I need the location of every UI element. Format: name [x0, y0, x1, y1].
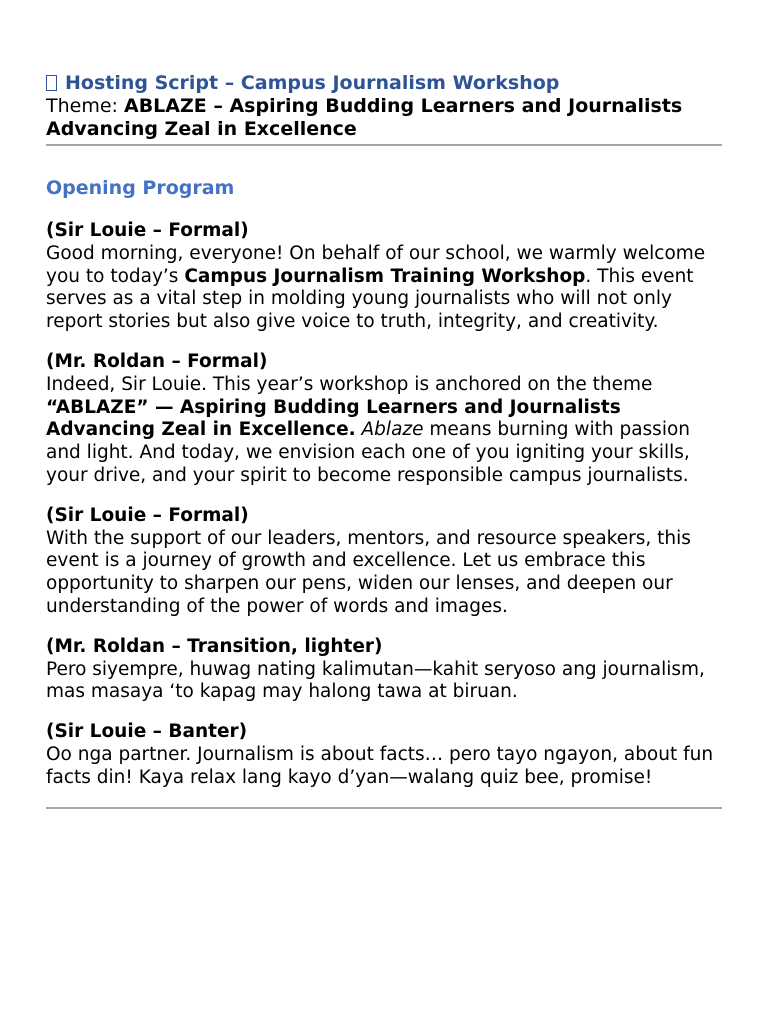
theme-line [46, 95, 722, 141]
paragraph-text: Good morning, everyone! On behalf of our school, we warmly welcome you to today’s [46, 242, 706, 287]
speaker-label: (Mr. Roldan – Formal) [46, 350, 268, 372]
speaker-label: (Sir Louie – Banter) [46, 721, 248, 743]
speaker-label: (Mr. Roldan – Transition, lighter) [46, 635, 383, 657]
script-block-4 [46, 636, 722, 704]
speaker-label: (Sir Louie – Formal) [46, 220, 249, 241]
document-title-text: Hosting Script – Campus Journalism Workshop [65, 72, 560, 94]
paragraph-text: means burning with passion and light. And today, we envision each one of you igniting your skills, your drive, and your spirit to become responsible campus journalists. [46, 419, 690, 486]
paragraph-bold-text: Campus Journalism Training Workshop [184, 265, 586, 287]
footer-divider [46, 807, 722, 809]
script-block-1 [46, 220, 722, 334]
script-paragraph [46, 374, 722, 488]
theme-name: ABLAZE – Aspiring Budding Learners and Journalists Advancing Zeal in Excellence [46, 95, 683, 140]
script-paragraph: With the support of our leaders, mentors, and resource speakers, this event is a journey of growth and excellence. Let us embrace this opportunity to sharpen our pens, widen our lenses, and deepen our understanding of the power of words and images. [46, 527, 691, 617]
script-paragraph: Oo nga partner. Journalism is about facts… pero tayo ngayon, about fun facts din! Kaya relax lang kayo d’yan—walang quiz bee, promise! [46, 743, 714, 788]
document-content [46, 71, 722, 809]
paragraph-text: . This event serves as a vital step in molding young journalists who will not only report stories but also give voice to truth, integrity, and creativity. [46, 265, 694, 333]
paragraph-italic-text: Ablaze [361, 419, 424, 441]
script-block-2 [46, 351, 722, 488]
paragraph-bold-text: “ABLAZE” — Aspiring Budding Learners and Journalists Advancing Zeal in Excellence. [46, 396, 621, 441]
script-block-5 [46, 721, 722, 789]
missing-glyph-icon [46, 75, 57, 91]
paragraph-text: Indeed, Sir Louie. This year’s workshop is anchored on the theme [46, 373, 653, 395]
document-title [46, 71, 722, 95]
header-divider [46, 144, 722, 146]
section-title: Opening Program [46, 177, 235, 199]
script-block-3 [46, 505, 722, 619]
speaker-label: (Sir Louie – Formal) [46, 504, 249, 526]
theme-label: Theme: [46, 95, 124, 117]
script-paragraph [46, 243, 722, 334]
script-paragraph: Pero siyempre, huwag nating kalimutan—kahit seryoso ang journalism, mas masaya ‘to kapag may halong tawa at biruan. [46, 658, 705, 703]
